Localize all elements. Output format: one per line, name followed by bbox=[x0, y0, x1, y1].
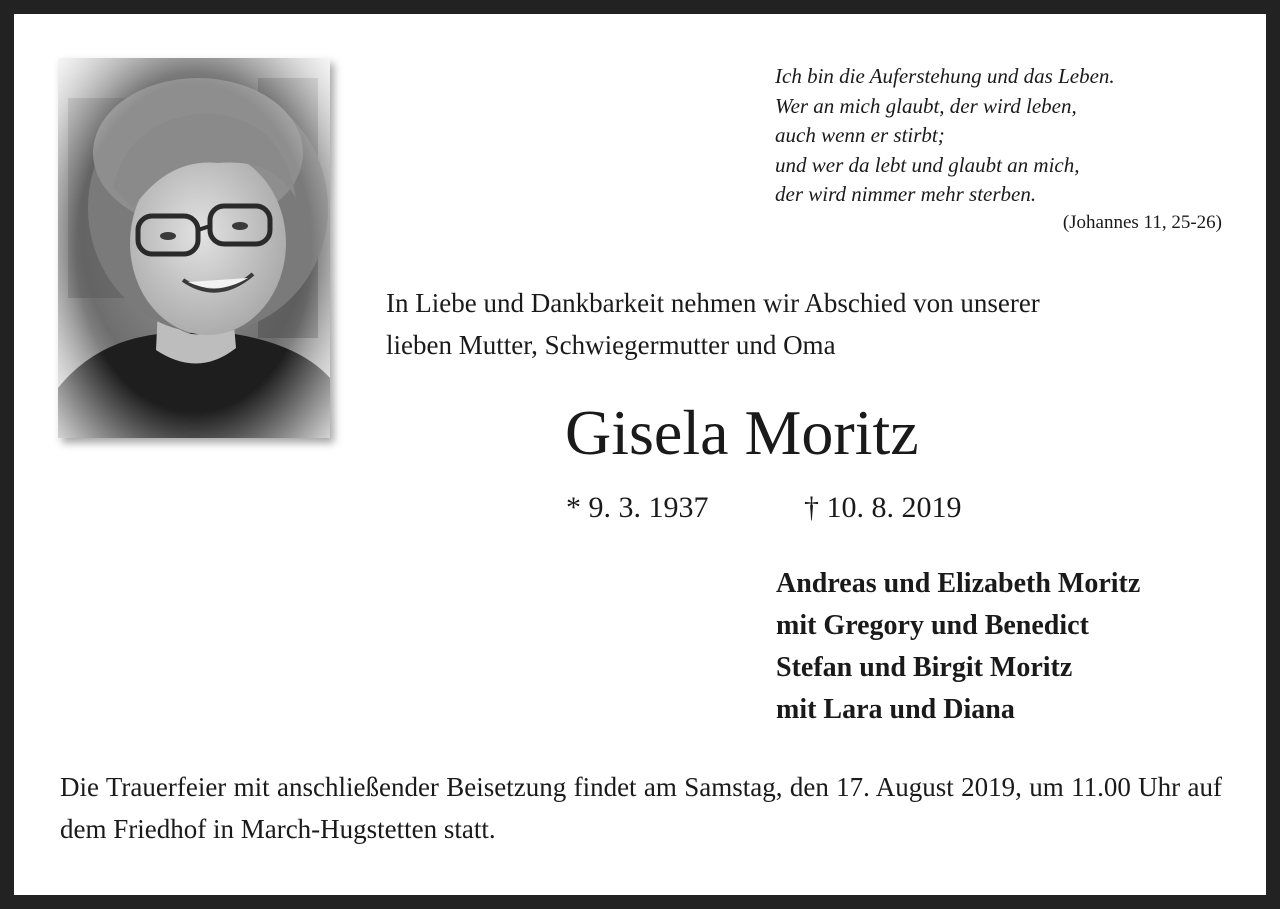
deceased-name: Gisela Moritz bbox=[565, 397, 919, 468]
verse-line: Ich bin die Auferstehung und das Leben. bbox=[775, 64, 1115, 88]
verse-reference: (Johannes 11, 25-26) bbox=[1062, 212, 1222, 233]
mourner-line: mit Gregory und Benedict bbox=[776, 610, 1089, 641]
funeral-notice: Die Trauerfeier mit anschließender Beisetzung findet am Samstag, den 17. August 2019, um 11.00 Uhr auf dem Friedhof in March-Hugstetten statt. bbox=[60, 772, 1222, 844]
mourner-line: Andreas und Elizabeth Moritz bbox=[776, 568, 1141, 599]
birth-date: * 9. 3. 1937 bbox=[566, 491, 709, 524]
intro-line: lieben Mutter, Schwiegermutter und Oma bbox=[386, 330, 836, 360]
verse-line: auch wenn er stirbt; bbox=[775, 123, 945, 147]
death-date: † 10. 8. 2019 bbox=[804, 491, 962, 524]
intro-line: In Liebe und Dankbarkeit nehmen wir Abschied von unserer bbox=[386, 288, 1040, 318]
mourners-list bbox=[776, 563, 1140, 731]
verse-line: Wer an mich glaubt, der wird leben, bbox=[775, 93, 1077, 118]
portrait-photo bbox=[58, 58, 330, 438]
verse-line: der wird nimmer mehr sterben. bbox=[775, 182, 1037, 206]
verse-line: und wer da lebt und glaubt an mich, bbox=[775, 152, 1080, 177]
mourner-line: Stefan und Birgit Moritz bbox=[776, 652, 1073, 683]
mourner-line: mit Lara und Diana bbox=[776, 694, 1015, 725]
bible-verse bbox=[775, 62, 1225, 210]
farewell-intro bbox=[386, 282, 1226, 366]
